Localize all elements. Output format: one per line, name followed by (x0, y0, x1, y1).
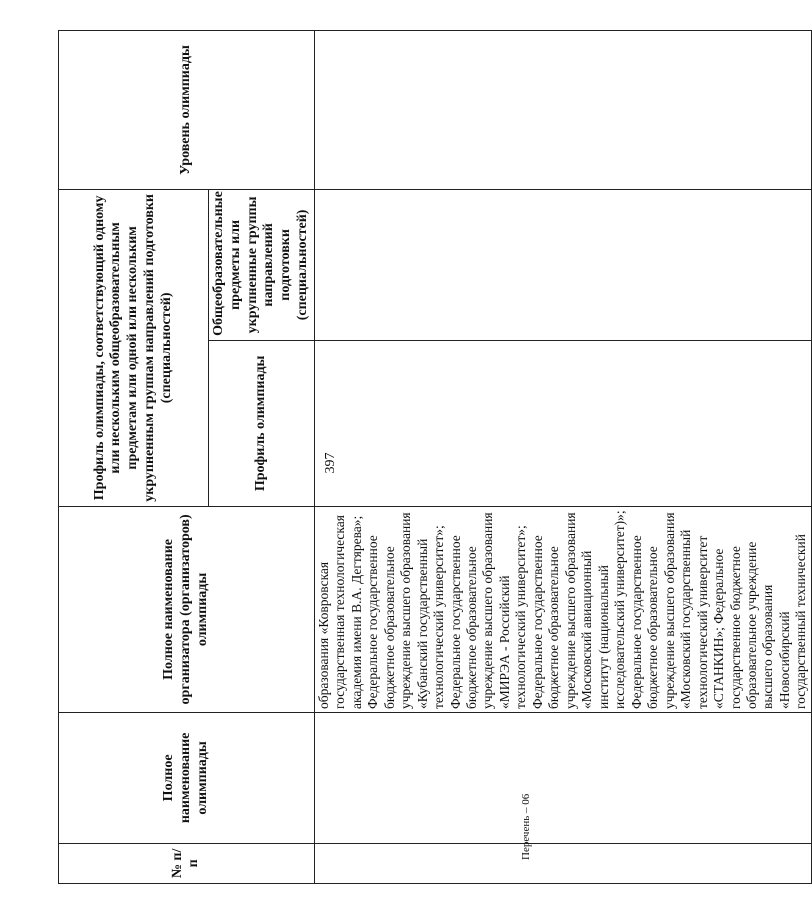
header-level: Уровень олимпиады (59, 31, 315, 190)
header-subjects: Общеобразовательные предметы или укрупненные группы направлений подготовки (специальностей) (209, 189, 315, 340)
header-olympiad-name: Полное наименование олимпиады (59, 713, 315, 844)
cell-organizer-text: образования «Ковровская государственная технологическая академия имени В.А. Дегтярева»; Федеральное государственное бюджетное образовательное учреждение высшего образования «Кубанский государственный технологический университет»; Федеральное государственное бюджетное образовательное учреждение высшего образования «МИРЭА - Российский технологический университет»; Федеральное государственное бюджетное образовательное учреждение высшего образования «Московский авиационный институт (национальный исследовательский университет)»; Федеральное государственное бюджетное образовательное учреждение высшего образования «Московский государственный технологический университет «СТАНКИН»; Федеральное государственное бюджетное образовательное учреждение высшего образования «Новосибирский государственный технический (314, 506, 811, 712)
header-organizer-name: Полное наименование организатора (организаторов) олимпиады (59, 506, 315, 712)
header-profile-group: Профиль олимпиады, соответствующий одному или нескольким общеобразовательным предметам или одной или нескольким укрупненным группам направлений подготовки (специальностей) (59, 189, 209, 506)
cell-subjects (314, 189, 811, 340)
page-number: 397 (323, 452, 338, 474)
cell-num (314, 843, 811, 883)
cell-profile (314, 340, 811, 506)
cell-level (314, 31, 811, 190)
footer-text: Перечень – 06 (520, 793, 532, 860)
header-num: № п/п (59, 843, 315, 883)
olympiad-table-container (58, 30, 809, 884)
header-profile: Профиль олимпиады (209, 340, 315, 506)
cell-olympiad-name (314, 713, 811, 844)
table-row (314, 31, 811, 884)
olympiad-table (58, 30, 812, 884)
